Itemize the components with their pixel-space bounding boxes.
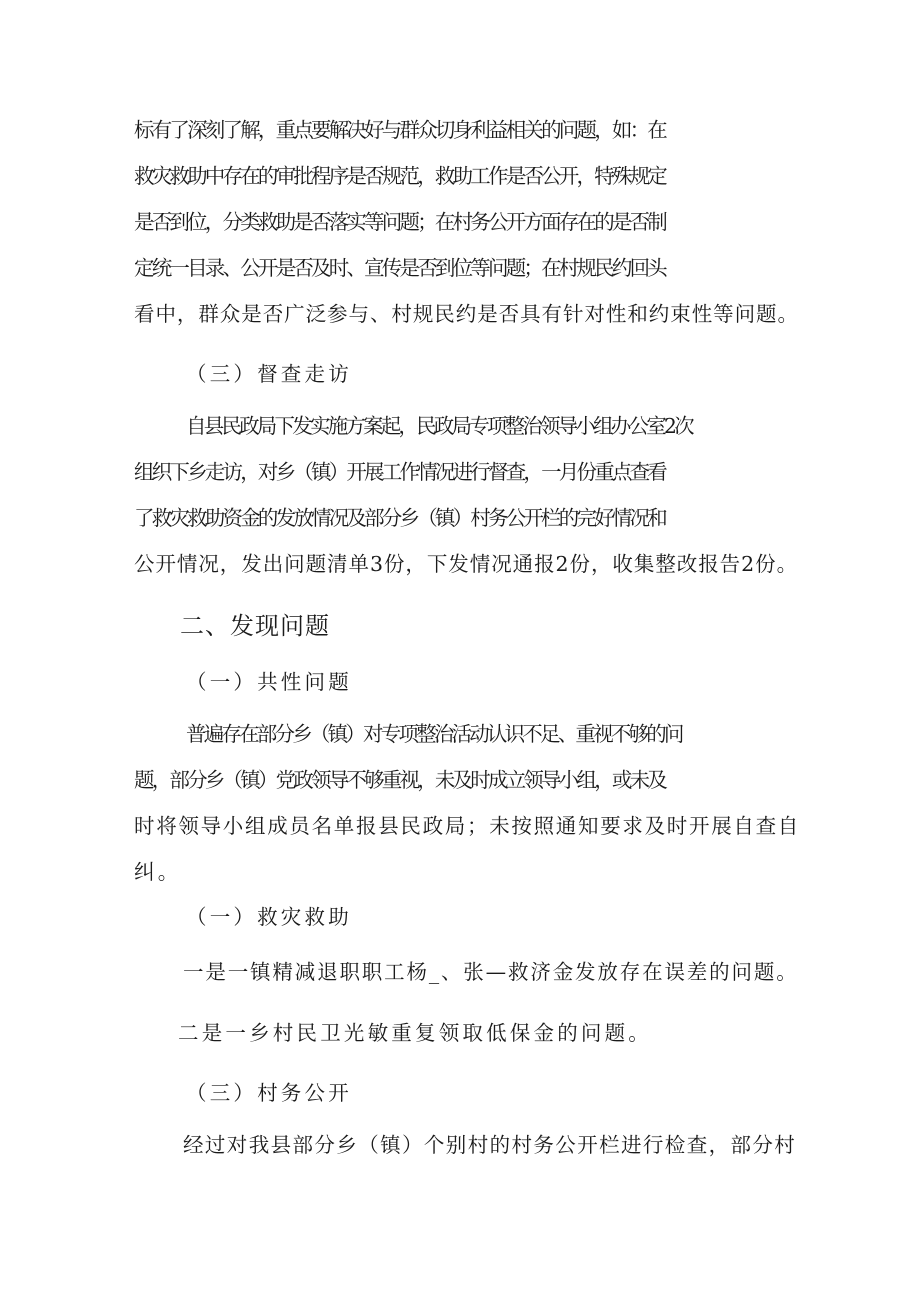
section-heading-problems: 二、发现问题 — [180, 612, 330, 640]
paragraph-line: 标有了深刻了解，重点要解决好与群众切身利益相关的问题，如：在 — [134, 118, 665, 142]
subheading-common-problems: （一）共性问题 — [186, 670, 352, 694]
paragraph-line: 普遍存在部分乡（镇）对专项整治活动认识不足、重视不够的问 — [186, 722, 682, 746]
paragraph-line: 自县民政局下发实施方案起，民政局专项整治领导小组办公室2次 — [186, 414, 692, 438]
paragraph-line: 看中，群众是否广泛参与、村规民约是否具有针对性和约束性等问题。 — [134, 302, 799, 326]
paragraph-line: 组织下乡走访，对乡（镇）开展工作情况进行督查，一月份重点查看 — [134, 460, 665, 484]
paragraph-common-problems — [134, 711, 800, 895]
paragraph-line: 定统一目录、公开是否及时、宣传是否到位等问题；在村规民约回头 — [134, 256, 665, 280]
paragraph-supervision — [134, 403, 798, 587]
paragraph-line: 经过对我县部分乡（镇）个别村的村务公开栏进行检查，部分村 — [183, 1133, 797, 1157]
subheading-disaster-relief: （一）救灾救助 — [186, 905, 352, 929]
subheading-supervision: （三）督查走访 — [186, 362, 352, 386]
paragraph-line: 公开情况，发出问题清单3份，下发情况通报2份，收集整改报告2份。 — [134, 552, 799, 576]
paragraph-line: 了救灾救助资金的发放情况及部分乡（镇）村务公开栏的完好情况和 — [134, 506, 665, 530]
relief-item-2: 二是一乡村民卫光敏重复领取低保金的问题。 — [178, 1021, 652, 1045]
subheading-village-affairs: （三）村务公开 — [186, 1081, 352, 1105]
paragraph-line: 纠。 — [134, 860, 182, 884]
relief-item-1: 一是一镇精减退职职工杨_、张—救济金发放存在误差的问题。 — [183, 960, 799, 984]
paragraph-line: 是否到位，分类救助是否落实等问题；在村务公开方面存在的是否制 — [134, 210, 665, 234]
paragraph-line: 救灾救助中存在的审批程序是否规范，救助工作是否公开，特殊规定 — [134, 164, 665, 188]
paragraph-line: 题，部分乡（镇）党政领导不够重视，未及时成立领导小组，或未及 — [134, 768, 665, 792]
paragraph-intro — [134, 107, 799, 337]
paragraph-line: 时将领导小组成员名单报县民政局；未按照通知要求及时开展自查自 — [134, 814, 800, 838]
paragraph-village-affairs — [134, 1122, 796, 1168]
